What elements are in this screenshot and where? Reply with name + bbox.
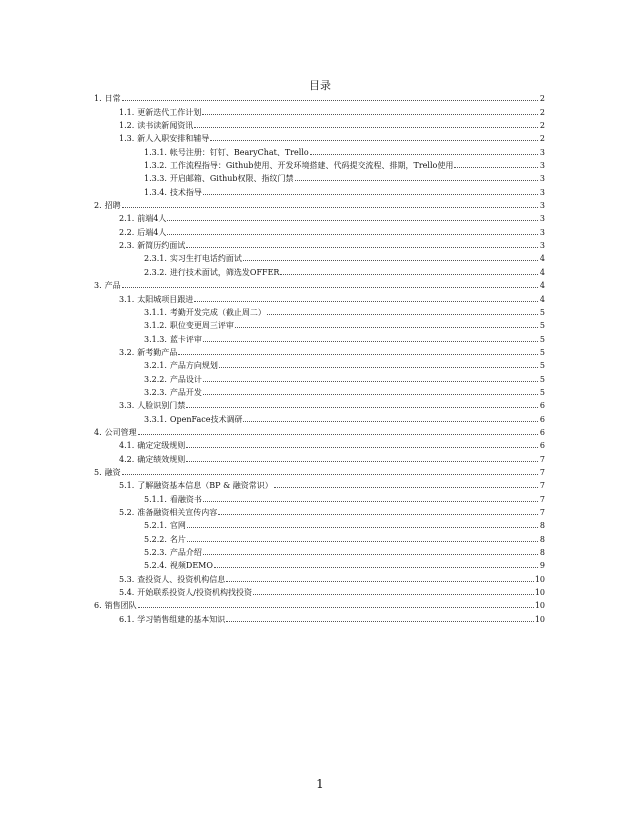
toc-dot-leader <box>454 167 538 168</box>
toc-dot-leader <box>210 140 538 141</box>
toc-entry-page: 7 <box>539 494 545 504</box>
toc-entry-title: 工作流程指导：Github使用、开发环境搭建、代码提交流程、排期，Trello使用 <box>169 161 454 171</box>
toc-entry-page: 5 <box>539 374 545 384</box>
toc-entry-number: 4.2. <box>119 454 135 464</box>
toc-dot-leader <box>226 581 534 582</box>
toc-entry[interactable] <box>94 398 545 411</box>
toc-entry-title: 产品开发 <box>169 387 202 397</box>
toc-dot-leader <box>243 421 538 422</box>
toc-entry-title: 开启邮箱、Github权限、指纹门禁 <box>169 174 294 184</box>
toc-entry-page: 2 <box>539 134 545 144</box>
toc-entry-number: 1.3.1. <box>144 147 167 157</box>
toc-dot-leader <box>235 327 538 328</box>
toc-entry[interactable] <box>94 425 545 438</box>
toc-entry[interactable] <box>94 385 545 398</box>
toc-entry-title: 销售团队 <box>104 601 137 611</box>
toc-entry[interactable] <box>94 118 545 131</box>
toc-entry-number: 3.2.1. <box>144 361 167 371</box>
toc-entry-page: 5 <box>539 387 545 397</box>
toc-entry[interactable] <box>94 211 545 224</box>
toc-entry[interactable] <box>94 158 545 171</box>
toc-entry-title: 新考勤产品 <box>137 347 178 357</box>
toc-entry-number: 3.3. <box>119 401 135 411</box>
toc-dot-leader <box>186 461 538 462</box>
toc-entry[interactable] <box>94 184 545 197</box>
toc-dot-leader <box>167 234 538 235</box>
toc-entry-number: 1.3.3. <box>144 174 167 184</box>
toc-entry[interactable] <box>94 598 545 611</box>
toc-entry-number: 5.1. <box>119 481 135 491</box>
toc-entry-number: 5.1.1. <box>144 494 167 504</box>
toc-dot-leader <box>243 260 538 261</box>
table-of-contents <box>94 91 545 625</box>
toc-entry-number: 2.3. <box>119 241 135 251</box>
toc-entry[interactable] <box>94 611 545 624</box>
toc-entry-title: 职位变更周三评审 <box>169 321 234 331</box>
toc-entry-title: 融资 <box>104 467 121 477</box>
toc-entry-number: 3.2.3. <box>144 387 167 397</box>
toc-dot-leader <box>226 621 534 622</box>
toc-entry-title: 了解融资基本信息（BP & 融资常识） <box>137 481 273 491</box>
toc-entry-page: 10 <box>534 588 545 598</box>
toc-entry-title: 产品 <box>104 281 121 291</box>
toc-dot-leader <box>194 127 538 128</box>
toc-dot-leader <box>203 394 538 395</box>
toc-entry-page: 6 <box>539 441 545 451</box>
toc-dot-leader <box>203 501 538 502</box>
toc-entry-number: 3.1.3. <box>144 334 167 344</box>
toc-entry-page: 4 <box>539 267 545 277</box>
toc-entry-number: 3.3.1. <box>144 414 167 424</box>
toc-entry[interactable] <box>94 291 545 304</box>
toc-dot-leader <box>203 381 538 382</box>
toc-entry-title: 日常 <box>104 94 121 104</box>
toc-entry-number: 3.1.2. <box>144 321 167 331</box>
toc-dot-leader <box>218 514 538 515</box>
toc-entry-number: 5.3. <box>119 574 135 584</box>
toc-entry-number: 1. <box>94 94 102 104</box>
toc-entry-page: 7 <box>539 454 545 464</box>
page-number: 1 <box>316 777 324 791</box>
toc-entry-page: 10 <box>534 601 545 611</box>
toc-entry-title: 产品介绍 <box>169 548 202 558</box>
toc-entry-page: 8 <box>539 548 545 558</box>
toc-entry-title: 准备融资相关宣传内容 <box>137 508 218 517</box>
toc-entry-number: 5.2.1. <box>144 521 167 531</box>
toc-entry-page: 8 <box>539 521 545 531</box>
toc-entry-title: 公司管理 <box>104 427 137 437</box>
toc-dot-leader <box>274 487 538 488</box>
toc-entry-title: 实习生打电话约面试 <box>169 254 242 264</box>
toc-entry[interactable] <box>94 505 545 518</box>
toc-entry[interactable] <box>94 465 545 478</box>
toc-entry-number: 4.1. <box>119 441 135 451</box>
toc-entry[interactable] <box>94 171 545 184</box>
toc-entry-page: 3 <box>539 201 545 211</box>
toc-entry-page: 9 <box>539 561 545 571</box>
toc-entry-number: 3.1. <box>119 294 135 304</box>
toc-entry[interactable] <box>94 371 545 384</box>
toc-entry-page: 2 <box>539 107 545 117</box>
toc-entry[interactable] <box>94 104 545 117</box>
toc-entry-title: 视频DEMO <box>169 561 213 571</box>
toc-entry[interactable] <box>94 478 545 491</box>
toc-entry-page: 7 <box>539 467 545 477</box>
toc-dot-leader <box>253 594 534 595</box>
toc-dot-leader <box>186 447 538 448</box>
toc-entry[interactable] <box>94 345 545 358</box>
toc-entry-number: 1.3.4. <box>144 187 167 197</box>
toc-entry-number: 1.3. <box>119 134 135 144</box>
toc-entry-title: 名片 <box>169 534 186 544</box>
toc-entry-page: 5 <box>539 361 545 371</box>
toc-entry-page: 3 <box>539 227 545 237</box>
toc-entry[interactable] <box>94 571 545 584</box>
toc-entry-title: 帐号注册：钉钉、BearyChat、Trello <box>169 147 309 157</box>
toc-entry[interactable] <box>94 358 545 371</box>
toc-entry-page: 2 <box>539 94 545 104</box>
toc-entry-number: 2.2. <box>119 227 135 237</box>
toc-entry-number: 1.2. <box>119 121 135 131</box>
toc-dot-leader <box>186 407 538 408</box>
toc-entry-page: 10 <box>534 574 545 584</box>
toc-dot-leader <box>122 100 538 101</box>
toc-dot-leader <box>138 434 538 435</box>
toc-entry-page: 3 <box>539 187 545 197</box>
toc-entry[interactable] <box>94 411 545 424</box>
toc-entry-page: 7 <box>539 508 545 517</box>
toc-title: 目录 <box>309 79 331 92</box>
toc-entry[interactable] <box>94 318 545 331</box>
toc-entry-title: 产品方向规划 <box>169 361 218 371</box>
toc-entry-number: 5. <box>94 467 102 477</box>
toc-entry-title: OpenFace技术调研 <box>169 414 243 424</box>
toc-entry[interactable] <box>94 91 545 104</box>
toc-entry[interactable] <box>94 305 545 318</box>
toc-entry[interactable] <box>94 491 545 504</box>
toc-entry-number: 5.2.2. <box>144 534 167 544</box>
toc-entry-title: 新简历约面试 <box>137 241 186 251</box>
toc-entry-page: 3 <box>539 161 545 171</box>
toc-entry-page: 6 <box>539 427 545 437</box>
toc-entry[interactable] <box>94 224 545 237</box>
toc-entry[interactable] <box>94 198 545 211</box>
toc-entry-number: 2.1. <box>119 214 135 224</box>
toc-dot-leader <box>267 314 538 315</box>
toc-entry-title: 蓝卡评审 <box>169 334 202 344</box>
toc-entry-title: 招聘 <box>104 201 121 211</box>
toc-dot-leader <box>138 607 534 608</box>
toc-entry[interactable] <box>94 531 545 544</box>
toc-dot-leader <box>203 341 538 342</box>
toc-entry-page: 3 <box>539 147 545 157</box>
toc-entry-page: 2 <box>539 121 545 131</box>
toc-dot-leader <box>203 554 538 555</box>
toc-entry-number: 3.1.1. <box>144 307 167 317</box>
toc-entry-title: 开始联系投资人/投资机构找投资 <box>137 588 252 598</box>
toc-entry-title: 看融资书 <box>169 494 202 504</box>
toc-dot-leader <box>178 354 538 355</box>
toc-dot-leader <box>186 247 538 248</box>
toc-entry-number: 6. <box>94 601 102 611</box>
toc-dot-leader <box>280 274 538 275</box>
toc-entry-page: 5 <box>539 334 545 344</box>
toc-entry-page: 4 <box>539 281 545 291</box>
toc-entry-number: 5.2.3. <box>144 548 167 558</box>
toc-entry-title: 官网 <box>169 521 186 531</box>
toc-entry-number: 3. <box>94 281 102 291</box>
toc-dot-leader <box>187 527 538 528</box>
toc-entry-page: 4 <box>539 294 545 304</box>
toc-dot-leader <box>214 567 538 568</box>
toc-dot-leader <box>194 301 538 302</box>
toc-entry-page: 3 <box>539 174 545 184</box>
toc-entry-title: 读书读新闻资讯 <box>137 121 194 131</box>
toc-entry-page: 5 <box>539 347 545 357</box>
toc-entry-title: 技术指导 <box>169 187 202 197</box>
toc-entry-page: 8 <box>539 534 545 544</box>
toc-entry-number: 3.2. <box>119 347 135 357</box>
toc-entry-title: 人脸识别门禁 <box>137 401 186 411</box>
toc-entry[interactable] <box>94 144 545 157</box>
toc-entry-number: 5.4. <box>119 588 135 598</box>
toc-entry-title: 查投资人、投资机构信息 <box>137 574 226 584</box>
toc-entry-page: 6 <box>539 401 545 411</box>
toc-entry-page: 10 <box>534 614 545 624</box>
toc-entry-title: 产品设计 <box>169 374 202 384</box>
toc-entry[interactable] <box>94 585 545 598</box>
toc-entry-number: 5.2. <box>119 508 135 517</box>
toc-dot-leader <box>310 154 538 155</box>
toc-dot-leader <box>202 114 538 115</box>
toc-entry-number: 4. <box>94 427 102 437</box>
toc-entry-page: 4 <box>539 254 545 264</box>
toc-entry-title: 前端4人 <box>137 214 167 224</box>
toc-entry-page: 5 <box>539 307 545 317</box>
toc-entry[interactable] <box>94 264 545 277</box>
toc-entry-title: 新人入职安排和辅导 <box>137 134 210 144</box>
toc-entry-page: 3 <box>539 214 545 224</box>
toc-entry-title: 更新迭代工作计划 <box>137 107 202 117</box>
toc-entry-title: 学习销售组建的基本知识 <box>137 614 226 624</box>
toc-dot-leader <box>122 474 538 475</box>
toc-entry-number: 2. <box>94 201 102 211</box>
toc-entry-number: 1.1. <box>119 107 135 117</box>
toc-entry-title: 考勤开发完成（截止周二） <box>169 307 266 317</box>
toc-entry-page: 6 <box>539 414 545 424</box>
toc-dot-leader <box>203 194 538 195</box>
toc-entry-number: 6.1. <box>119 614 135 624</box>
toc-entry[interactable] <box>94 438 545 451</box>
toc-entry-page: 3 <box>539 241 545 251</box>
toc-entry[interactable] <box>94 251 545 264</box>
toc-entry-number: 2.3.2. <box>144 267 167 277</box>
toc-entry-number: 2.3.1. <box>144 254 167 264</box>
toc-entry[interactable] <box>94 331 545 344</box>
toc-entry-number: 5.2.4. <box>144 561 167 571</box>
toc-entry[interactable] <box>94 278 545 291</box>
toc-entry[interactable] <box>94 451 545 464</box>
toc-entry-title: 进行技术面试，筛选发OFFER <box>169 267 280 277</box>
toc-entry-page: 5 <box>539 321 545 331</box>
toc-entry-page: 7 <box>539 481 545 491</box>
toc-entry-number: 1.3.2. <box>144 161 167 171</box>
toc-dot-leader <box>187 541 538 542</box>
toc-entry-title: 确定定级规则 <box>137 441 186 451</box>
toc-entry-title: 太阳城项目跟进 <box>137 294 194 304</box>
toc-entry[interactable] <box>94 558 545 571</box>
toc-entry-title: 后端4人 <box>137 227 167 237</box>
toc-entry-title: 确定绩效规则 <box>137 454 186 464</box>
toc-dot-leader <box>122 207 538 208</box>
toc-entry[interactable] <box>94 518 545 531</box>
toc-entry[interactable] <box>94 545 545 558</box>
toc-dot-leader <box>295 180 539 181</box>
toc-entry-number: 3.2.2. <box>144 374 167 384</box>
toc-dot-leader <box>219 367 538 368</box>
toc-entry[interactable] <box>94 131 545 144</box>
toc-dot-leader <box>167 220 538 221</box>
toc-entry[interactable] <box>94 238 545 251</box>
toc-dot-leader <box>122 287 538 288</box>
